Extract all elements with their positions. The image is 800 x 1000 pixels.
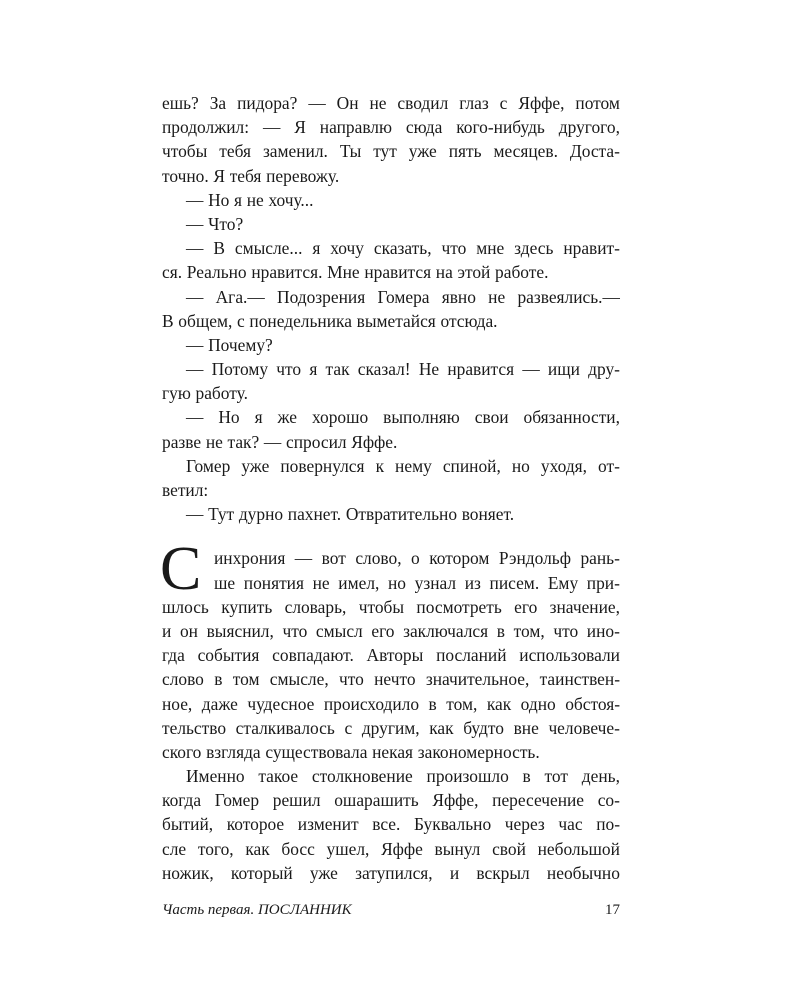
paragraph	[162, 405, 620, 453]
paragraph	[162, 188, 620, 212]
text-line: ешь? За пидора? — Он не сводил глаз с Яффе, потом	[162, 93, 620, 113]
paragraph	[162, 764, 620, 885]
text-line: Гомер уже повернулся к нему спиной, но уходя, от-	[186, 455, 620, 476]
text-line: когда Гомер решил ошарашить Яффе, пересечение со-	[162, 790, 620, 811]
page-number: 17	[605, 902, 620, 918]
text-line: ся. Реально нравится. Мне нравится на этой работе.	[162, 262, 549, 283]
paragraph	[162, 502, 620, 526]
text-line: — Но я же хорошо выполняю свои обязанности,	[186, 407, 620, 428]
paragraph	[162, 357, 620, 405]
paragraph	[162, 333, 620, 357]
text-line: ше понятия не имел, но узнал из писем. Ему при-	[214, 572, 620, 593]
paragraph	[162, 285, 620, 333]
paragraph	[162, 91, 620, 188]
text-line: ветил:	[162, 480, 209, 500]
running-footer-title: Часть первая. ПОСЛАННИК	[162, 902, 352, 918]
paragraph	[162, 236, 620, 284]
drop-cap-letter: С	[160, 535, 202, 604]
text-line: — Что?	[186, 213, 244, 234]
text-line: гда события совпадают. Авторы посланий использовали	[162, 645, 620, 666]
text-line: — Потому что я так сказал! Не нравится — ищи дру-	[186, 359, 620, 380]
text-line: бытий, которое изменит все. Буквально через час по-	[162, 814, 620, 835]
body-text	[162, 91, 620, 885]
text-line: и он выяснил, что смысл его заключался в том, что ино-	[162, 620, 620, 641]
text-line: — Но я не хочу...	[186, 189, 314, 210]
text-line: тельство сталкивалось с другим, как будто вне человече-	[162, 717, 620, 738]
text-line: Именно такое столкновение произошло в тот день,	[186, 766, 620, 787]
text-line: шлось купить словарь, чтобы посмотреть его значение,	[162, 596, 620, 617]
text-line: гую работу.	[162, 383, 248, 404]
text-line: ножик, который уже затупился, и вскрыл необычно	[162, 862, 620, 883]
text-line: чтобы тебя заменил. Ты тут уже пять месяцев. Доста-	[162, 141, 620, 162]
text-line: продолжил: — Я направлю сюда кого-нибудь другого,	[162, 117, 620, 138]
text-line: точно. Я тебя перевожу.	[162, 165, 340, 186]
paragraph	[162, 212, 620, 236]
text-line: — Ага.— Подозрения Гомера явно не развеялись.—	[186, 286, 620, 307]
text-line: слово в том смысле, что нечто значительное, таинствен-	[162, 669, 620, 690]
text-line: ского взгляда существовала некая закономерность.	[162, 741, 540, 762]
text-line: инхрония — вот слово, о котором Рэндольф рань-	[214, 548, 620, 569]
text-line: — Тут дурно пахнет. Отвратительно воняет.	[186, 504, 515, 525]
text-line: — В смысле... я хочу сказать, что мне здесь нравит-	[186, 238, 620, 259]
dropcap-paragraph	[160, 535, 620, 764]
section-break	[162, 526, 620, 546]
text-line: В общем, с понедельника выметайся отсюда.	[162, 310, 498, 331]
paragraph	[162, 454, 620, 502]
text-line: ное, даже чудесное происходило в том, как одно обстоя-	[162, 693, 620, 714]
text-line: — Почему?	[186, 334, 273, 355]
text-line: сле того, как босс ушел, Яффе вынул свой небольшой	[162, 838, 620, 859]
text-line: разве не так? — спросил Яффе.	[162, 431, 398, 452]
